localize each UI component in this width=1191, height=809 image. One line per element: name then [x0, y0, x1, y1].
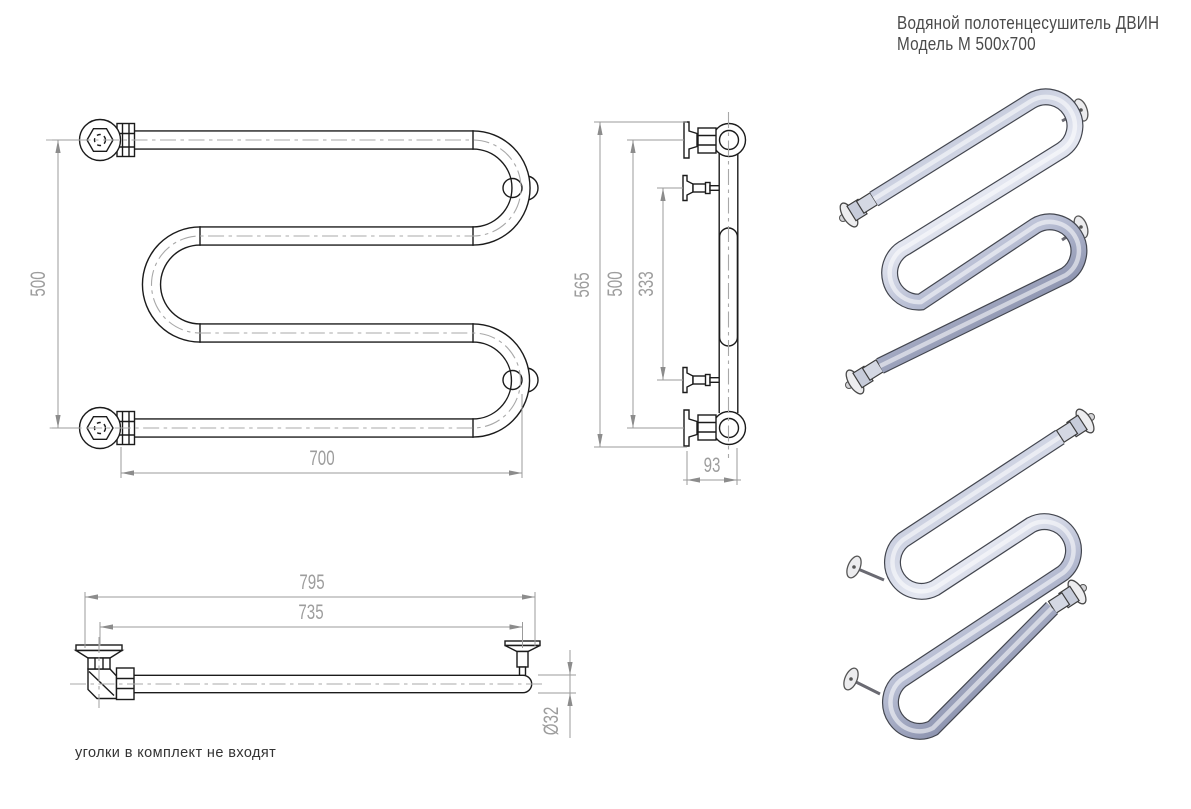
- dim-side-overall: [569, 122, 687, 447]
- dim-label-93: 93: [703, 452, 721, 477]
- product-title: Водяной полотенцесушитель ДВИН: [897, 13, 1160, 33]
- dim-label-795: 795: [299, 569, 325, 594]
- iso-view-2: [841, 406, 1097, 731]
- iso1-fitting-top: [837, 193, 878, 230]
- dim-side-brackets: [633, 188, 683, 380]
- centerline: [46, 140, 521, 428]
- side-bracket-upper: [683, 176, 719, 201]
- dim-front-height: [25, 140, 79, 428]
- side-view: [569, 112, 745, 485]
- dim-side-depth: [683, 448, 741, 485]
- dim-top-span: [100, 599, 523, 648]
- dim-label-735: 735: [298, 599, 324, 624]
- dim-label-d32: Ø32: [538, 706, 563, 736]
- side-fitting-bottom: [684, 410, 746, 446]
- towel-rail-tube-outline: [131, 140, 521, 428]
- dim-label-500-front: 500: [25, 271, 50, 297]
- iso-view-1: [837, 97, 1091, 397]
- dim-label-700: 700: [309, 445, 335, 470]
- dim-label-565: 565: [569, 272, 594, 298]
- side-fitting-top: [684, 122, 746, 158]
- model-title: Модель М 500х700: [897, 34, 1036, 54]
- dim-label-500-side: 500: [602, 271, 627, 297]
- front-view: [25, 120, 538, 479]
- iso2-bracket-bottom: [841, 666, 880, 694]
- iso1-fitting-bottom: [843, 360, 884, 397]
- dim-top-diameter: [538, 650, 576, 738]
- dim-label-333: 333: [633, 271, 658, 297]
- weld-seam-ticks: [200, 130, 473, 438]
- footnote: уголки в комплект не входят: [75, 745, 277, 761]
- side-bracket-lower: [683, 368, 719, 393]
- top-view: [70, 569, 576, 738]
- iso2-bracket-top: [844, 554, 884, 580]
- iso2-fitting-top: [1056, 406, 1097, 442]
